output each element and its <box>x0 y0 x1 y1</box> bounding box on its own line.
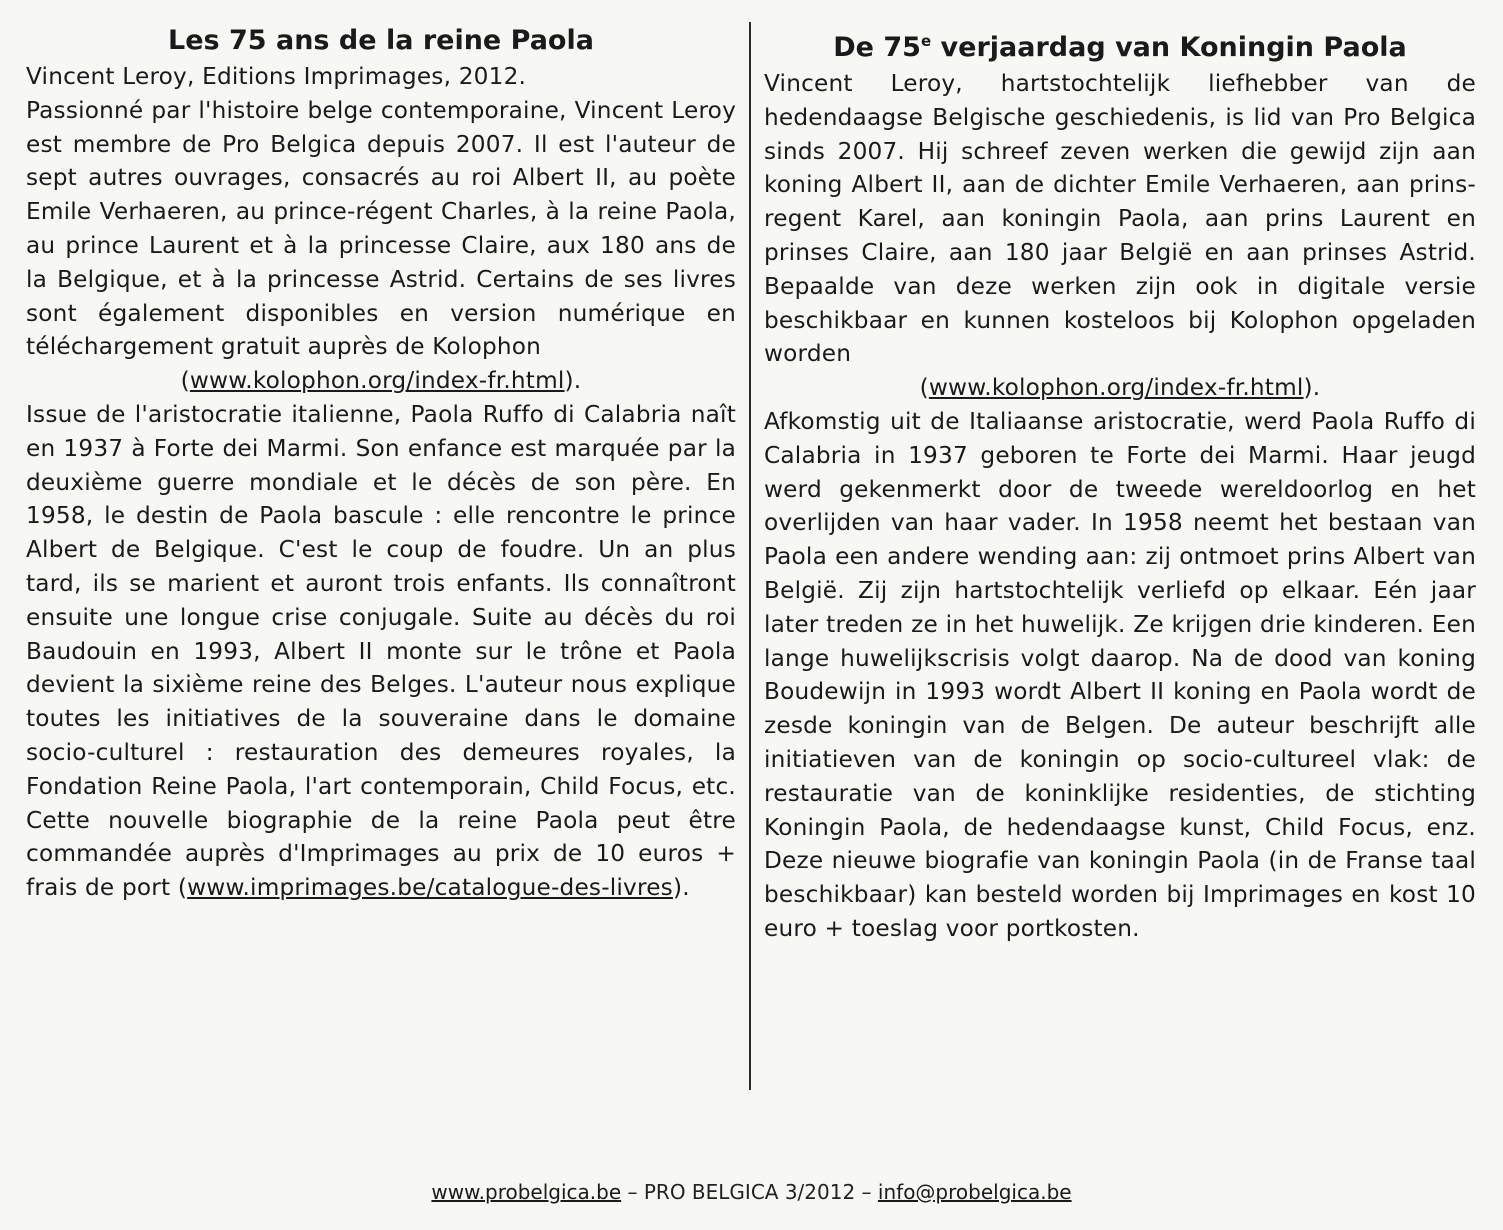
paren-open: ( <box>919 374 929 402</box>
dutch-paragraph-1-text: Vincent Leroy, hartstochtelijk liefhebber van de hedendaagse Belgische geschiedenis, is lid van Pro Belgica sinds 2007. Hij schreef zeven werken die gewijd zijn aan koning Albert II, aan de dichter Emile Verhaeren, aan prins-regent Karel, aan koningin Paola, aan prins Laurent en prinses Claire, aan 180 jaar België en aan prinses Astrid. Bepaalde van deze werken zijn ook in digitale versie beschikbaar en kunnen kosteloos bij Kolophon opgeladen worden <box>764 70 1476 368</box>
footer-email-link[interactable]: info@probelgica.be <box>877 1180 1072 1204</box>
dutch-column <box>764 22 1476 946</box>
french-byline: Vincent Leroy, Editions Imprimages, 2012. <box>26 63 527 90</box>
dutch-body <box>764 67 1476 946</box>
dutch-title-suffix: verjaardag van Koningin Paola <box>931 32 1407 63</box>
paren-close: ). <box>672 874 690 902</box>
footer-website-link[interactable]: www.probelgica.be <box>431 1180 622 1204</box>
dutch-kolophon-link-line <box>764 371 1476 405</box>
french-imprimages-link[interactable]: www.imprimages.be/catalogue-des-livres <box>187 874 673 902</box>
french-column <box>26 22 736 905</box>
french-body <box>26 60 736 905</box>
paren-close: ). <box>564 367 582 395</box>
paren-close: ). <box>1303 374 1321 402</box>
dutch-kolophon-link[interactable]: www.kolophon.org/index-fr.html <box>928 374 1304 402</box>
dutch-title-prefix: De 75 <box>833 32 921 63</box>
paren-open: ( <box>177 874 188 902</box>
dutch-title <box>764 22 1476 67</box>
page-footer <box>0 1180 1503 1204</box>
french-paragraph-1-text: Passionné par l'histoire belge contemporaine, Vincent Leroy est membre de Pro Belgica depuis 2007. Il est l'auteur de sept autres ouvrages, consacrés au roi Albert II, au poète Emile Verhaeren, au prince-régent Charles, à la reine Paola, au prince Laurent et à la princesse Claire, aux 180 ans de la Belgique, et à la princesse Astrid. Certains de ses livres sont également disponibles en version numérique en téléchargement gratuit auprès de Kolophon <box>26 96 736 361</box>
dutch-paragraph-1 <box>764 67 1476 405</box>
french-paragraph-1 <box>26 94 736 398</box>
french-paragraph-2-text: Issue de l'aristocratie italienne, Paola Ruffo di Calabria naît en 1937 à Forte dei Marmi. Son enfance est marquée par la deuxième guerre mondiale et le décès de son père. En 1958, le destin de Paola bascule : elle rencontre le prince Albert de Belgique. C'est le coup de foudre. Un an plus tard, ils se marient et auront trois enfants. Ils connaîtront ensuite une longue crise conjugale. Suite au décès du roi Baudouin en 1993, Albert II monte sur le trône et Paola devient la sixième reine des Belges. L'auteur nous explique toutes les initiatives de la souveraine dans le domaine socio-culturel : restauration des demeures royales, la Fondation Reine Paola, l'art contemporain, Child Focus, etc. Cette nouvelle biographie de la reine Paola peut être commandée auprès d'Imprimages au prix de 10 euros + frais de port <box>26 400 736 902</box>
french-paragraph-2 <box>26 398 736 905</box>
french-kolophon-link[interactable]: www.kolophon.org/index-fr.html <box>189 367 565 395</box>
dutch-paragraph-2: Afkomstig uit de Italiaanse aristocratie, werd Paola Ruffo di Calabria in 1937 geboren te Forte dei Marmi. Haar jeugd werd gekenmerkt door de tweede wereldoorlog en het overlijden van haar vader. In 1958 neemt het bestaan van Paola een andere wending aan: zij ontmoet prins Albert van België. Zij zijn hartstochtelijk verliefd op elkaar. Eén jaar later treden ze in het huwelijk. Ze krijgen drie kinderen. Een lange huwelijkscrisis volgt daarop. Na de dood van koning Boudewijn in 1993 wordt Albert II koning en Paola wordt de zesde koningin van de Belgen. De auteur beschrijft alle initiatieven van de koningin op socio-cultureel vlak: de restauratie van de koninklijke residenties, de stichting Koningin Paola, de hedendaagse kunst, Child Focus, enz. Deze nieuwe biografie van koningin Paola (in de Franse taal beschikbaar) kan besteld worden bij Imprimages en kost 10 euro + toeslag voor portkosten. <box>764 407 1476 942</box>
paren-open: ( <box>180 367 190 395</box>
footer-separator: – <box>621 1180 644 1204</box>
french-kolophon-link-line <box>26 364 736 398</box>
footer-issue: PRO BELGICA 3/2012 <box>643 1180 856 1204</box>
dutch-title-sup: e <box>920 32 932 50</box>
footer-separator: – <box>855 1180 878 1204</box>
column-divider <box>749 22 751 1090</box>
french-title: Les 75 ans de la reine Paola <box>168 25 594 56</box>
